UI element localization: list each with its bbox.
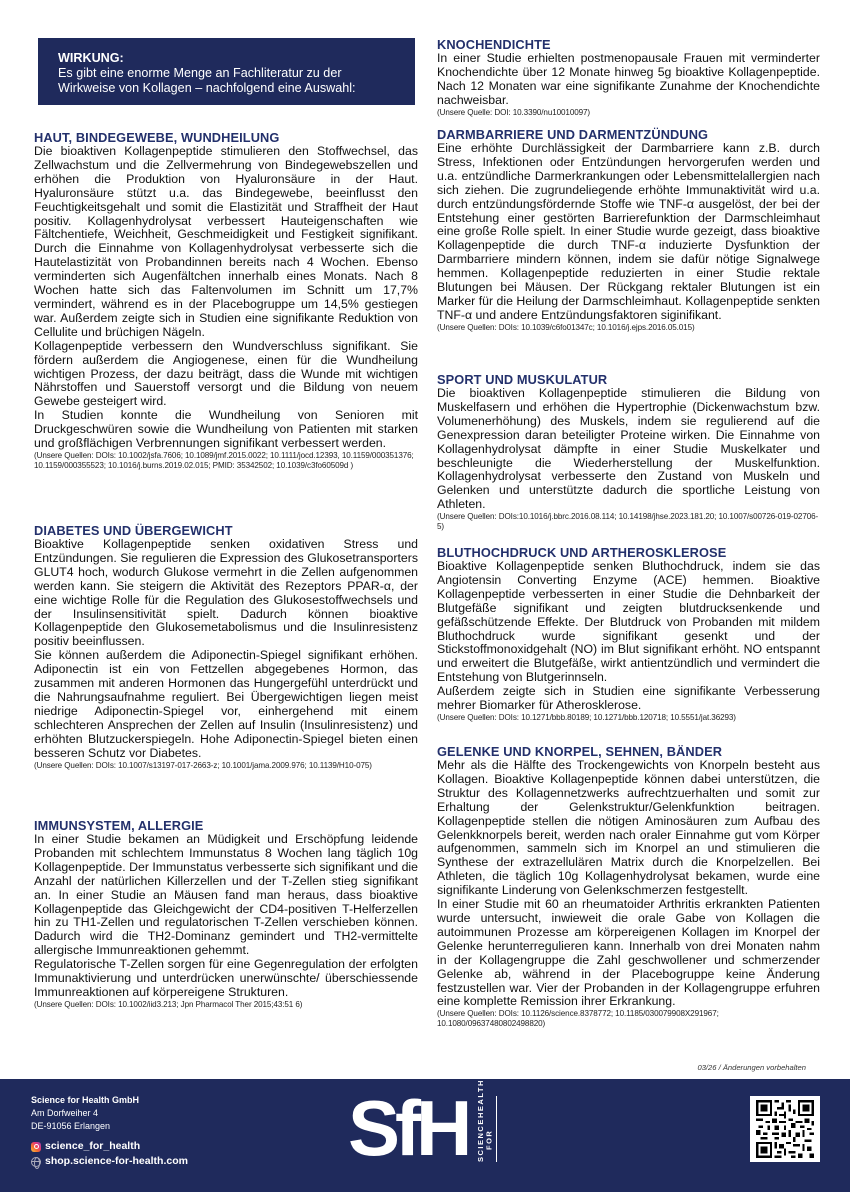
- section-sources: (Unsere Quellen: DOIs: 10.1126/science.8378772; 10.1185/030079908X291967; 10.1080/09637480802498820): [437, 1009, 719, 1028]
- paragraph: Mehr als die Hälfte des Trockengewichts von Knorpeln besteht aus Kollagen. Bioaktive Kollagenpeptide können dabei unterstützen, die Struktur des Kollagennetzwerks aufrechtzuerhalten und somit zur Erhaltung der Gelenkstruktur/Gelenkfunktion beitragen. Kollagenpeptide stellen die nötigen Aminosäuren zum Aufbau des Gelenkknorpels bereit, werden nach oraler Einnahme gut vom Körper aufgenommen, sammeln sich im Knorpel an und stimulieren die Synthese der extrazellulären Matrix durch die Knorpelzellen. Bei Athleten, die täglich 10g Kollagenhydrolysat bekamen, wurde eine signifikante Linderung von Gelenkschmerzen festgestellt.: [437, 758, 820, 898]
- section-diabetes: [34, 524, 418, 770]
- section-title: GELENKE UND KNORPEL, SEHNEN, BÄNDER: [437, 744, 723, 759]
- qr-code[interactable]: [750, 1096, 820, 1162]
- section-title: SPORT UND MUSKULATUR: [437, 372, 608, 387]
- section-sources: (Unsere Quelle: DOI: 10.3390/nu10010097): [437, 107, 591, 117]
- section-body: [437, 52, 820, 108]
- qr-code-icon: [754, 1100, 816, 1158]
- paragraph: In Studien konnte die Wundheilung von Senioren mit Druckgeschwüren sowie die Wundheilung von Patienten mit starken und großflächigen Verbrennungen signifikant verbessert werden.: [34, 408, 418, 451]
- section-body: [34, 833, 418, 1000]
- paragraph: Die bioaktiven Kollagenpeptide stimulieren die Bildung von Muskelfasern und erhöhen die Hypertrophie (Dickenwachstum bzw. Volumenerhöhung) des Muskels, indem sie regulierend auf die Genexpression daran beteiligter Proteine wirken. Die Einnahme von Kollagenhydrolysat dämpfte in einer Studie Muskelkater und beschleunigte die Wiederherstellung der Muskelfunktion. Kollagenhydrolysat verbesserte den Zustand von Muskeln und Gelenken und unterstützte dadurch die sportliche Leistung von Athleten.: [437, 386, 820, 512]
- website-url[interactable]: shop.science-for-health.com: [45, 1155, 188, 1167]
- version-note: 03/26 / Änderungen vorbehalten: [697, 1063, 806, 1072]
- section-title: HAUT, BINDEGEWEBE, WUNDHEILUNG: [34, 130, 280, 145]
- section-sources: (Unsere Quellen: DOIs: 10.1007/s13197-017-2663-z; 10.1001/jama.2009.976; 10.1139/H10-075): [34, 760, 372, 770]
- paragraph: Die bioaktiven Kollagenpeptide stimulieren den Stoffwechsel, das Zellwachstum und die Zellvermehrung von Bindegewebszellen und erhöhen die Produktion von Hyaluronsäure in der Haut. Hyaluronsäure stützt u.a. das Bindegewebe, beeinflusst den Feuchtigkeitsgehalt und somit die Elastizität und Straffheit der Haut positiv. Kollagenhydrolysat verbessert Hauteigenschaften wie Fältchentiefe, Weichheit, Geschmeidigkeit und Festigkeit signifikant. Durch die Einnahme von Kollagenhydrolysat verbesserte sich die Hautelastizität von Probandinnen bereits nach 4 Wochen. Ebenso verminderten sich Augenfältchen innerhalb eines Monats. Nach 8 Wochen hatte sich das Faltenvolumen im Schnitt um 17,7% vermindert, während es in der Placebogruppe um 14,5% gestiegen war. Außerdem zeigte sich in Studien eine signifikante Reduktion von Cellulite und brüchigen Nägeln.: [34, 144, 418, 339]
- paragraph: Bioaktive Kollagenpeptide senken oxidativen Stress und Entzündungen. Sie regulieren die Expression des Glukosetransporters GLUT4 hoch, wodurch Glukose vermehrt in die Zellen aufgenommen werden kann. Sie steigern die Aktivität des Rezeptors PPAR-α, der eine wichtige Rolle für die Regulation des Glukosestoffwechsels und der Insulinsensitivität spielt. Dadurch können bioaktive Kollagenpeptide den Glukosemetabolismus und die Insulinresistenz positiv beeinflussen.: [34, 537, 418, 649]
- section-title: IMMUNSYSTEM, ALLERGIE: [34, 818, 204, 833]
- section-body: [34, 538, 418, 761]
- section-title: BLUTHOCHDRUCK UND ARTHEROSKLEROSE: [437, 545, 727, 560]
- sfh-logo: [348, 1078, 497, 1172]
- logo-tagline: [476, 1078, 497, 1162]
- intro-text: Es gibt eine enorme Menge an Fachliteratur zu der Wirkweise von Kollagen – nachfolgend eine Auswahl:: [58, 66, 356, 95]
- website-link[interactable]: [31, 1154, 188, 1169]
- intro-box: [38, 38, 415, 105]
- company-street: Am Dorfweiher 4: [31, 1108, 99, 1118]
- footer: [0, 1079, 850, 1192]
- section-sources: (Unsere Quellen: DOIs: 10.1002/iid3.213; Jpn Pharmacol Ther 2015;43:51 6): [34, 999, 303, 1009]
- section-gelenke: [437, 745, 820, 1029]
- section-darm: [437, 128, 820, 332]
- logo-tagline-line1: SCIENCE FOR: [476, 1117, 494, 1162]
- company-name: Science for Health GmbH: [31, 1095, 140, 1105]
- logo-tagline-line2: HEALTH: [476, 1078, 486, 1118]
- section-sport: [437, 373, 820, 531]
- section-sources: (Unsere Quellen: DOIs: 10.1002/jsfa.7606; 10.1089/jmf.2015.0022; 10.1111/jocd.12393, 10.1159/000351376; 10.1159/000355523; 10.1016/j.burns.2019.02.015; PMID: 35342502; 10.1039/c3fo60509d ): [34, 450, 414, 470]
- instagram-handle[interactable]: science_for_health: [45, 1140, 141, 1152]
- section-body: [34, 145, 418, 451]
- section-immun: [34, 819, 418, 1009]
- section-title: DIABETES UND ÜBERGEWICHT: [34, 523, 233, 538]
- section-title: KNOCHENDICHTE: [437, 37, 551, 52]
- paragraph: In einer Studie mit 60 an rheumatoider Arthritis erkrankten Patienten wurde untersucht, inwieweit die orale Gabe von Kollagen die autoimmunen Prozesse am körpereigenen Kollagen im Knorpel der Gelenke herunterregulieren kann. Innerhalb von drei Monaten nahm in der Kollagengruppe die Zahl geschwollener und schmerzender Gelenke ab, während in der Placebogruppe keine Änderung festzustellen war. Vier der Probanden in der Kollagengruppe erfuhren eine komplette Remission ihrer Erkrankung.: [437, 897, 820, 1009]
- paragraph: Eine erhöhte Durchlässigkeit der Darmbarriere kann z.B. durch Stress, Infektionen oder Entzündungen hervorgerufen werden und u.a. entzündliche Darmerkrankungen oder Lebensmittelallergien nach sich ziehen. Die zugrundeliegende erhöhte Immunaktivität wird u.a. durch entzündungsfördernde Stoffe wie TNF-α ausgelöst, der bei der Entstehung einer gestörten Barrierefunktion der Darmschleimhaut eine große Rolle spielt. In einer Studie wurde gezeigt, dass bioaktive Kollagenpeptide die durch TNF-α induzierte Dysfunktion der Darmbarriere mindern können, indem sie dafür nötige Signalwege hemmen. Kollagenpeptide reduzierten in einer Studie rektale Blutungen bei Mäusen. Der Rückgang rektaler Blutungen ist ein Marker für die Heilung der Darmschleimhaut. Kollagenpeptide senkten TNF-α und andere Entzündungsfaktoren siginifikant.: [437, 141, 820, 322]
- paragraph: Regulatorische T-Zellen sorgen für eine Gegenregulation der erfolgten Immunaktivierung und unterdrücken unerwünschte/ überschiessende Immunreaktionen auf körpereigene Strukturen.: [34, 957, 418, 999]
- section-sources: (Unsere Quellen: DOIs:10.1016/j.bbrc.2016.08.114; 10.14198/jhse.2023.181.20; 10.1007/s00726-019-02706-5): [437, 512, 819, 531]
- globe-icon: [31, 1157, 41, 1167]
- section-body: [437, 142, 820, 323]
- paragraph: Sie können außerdem die Adiponectin-Spiegel signifikant erhöhen. Adiponectin ist ein von Fettzellen abgegebenes Hormon, das zusammen mit anderen Hormonen das Hungergefühl unterdrückt und die Nahrungsaufnahme reguliert. Bei Übergewichtigen liegen meist niedrige Adiponectin-Spiegel vor, einhergehend mit einem schlechteren Ansprechen der Zellen auf Insulin (Insulinresistenz) und erhöhten Blutzuckerspiegeln. Hohe Adiponectin-Spiegel bieten einen besseren Schutz vor Diabetes.: [34, 648, 418, 760]
- section-blut: [437, 546, 820, 723]
- paragraph: Bioaktive Kollagenpeptide senken Bluthochdruck, indem sie das Angiotensin Converting Enzyme (ACE) hemmen. Bioaktive Kollagenpeptide verbesserten in einer Studie die Dehnbarkeit der Blutgefäße signifikant und zeigten blutdrucksenkende und gefäßschützende Effekte. Der Blutdruck von Probanden mit mildem Bluthochdruck wurde signifikant gesenkt und der Stickstoffmonoxidgehalt (NO) im Blut signifikant erhöht. NO entspannt und erweitert die Blutgefäße, wirkt antientzündlich und vermindert die Entstehung von Blutgerinnseln.: [437, 559, 820, 685]
- section-haut: [34, 131, 418, 470]
- social-links: [31, 1139, 188, 1169]
- paragraph: In einer Studie erhielten postmenopausale Frauen mit verminderter Knochendichte über 12 Monate hinweg 5g bioaktive Kollagenpeptide. Nach 12 Monaten war eine signifikante Zunahme der Knochendichte nachweisbar.: [437, 51, 820, 107]
- section-body: [437, 560, 820, 713]
- instagram-link[interactable]: [31, 1139, 188, 1154]
- section-sources: (Unsere Quellen: DOIs: 10.1271/bbb.80189; 10.1271/bbb.120718; 10.5551/jat.36293): [437, 712, 736, 722]
- paragraph: In einer Studie bekamen an Müdigkeit und Erschöpfung leidende Probanden mit schlechtem Immunstatus 8 Wochen lang täglich 10g Kollagenpeptide. Der Immunstatus verbesserte sich signifikant und die Anzahl der natürlichen Killerzellen und der T-Zellen stieg signifikant an. In einer Studie an Mäusen fand man heraus, dass bioaktive Kollagenpeptide das Gleichgewicht der CD4-positiven T-Helferzellen hin zu TH1-Zellen und regulatorischen T-Zellen verschieben können. Dadurch wird die TH2-Dominanz gemindert und TH2-vermittelte allergische Immunreaktionen gehemmt.: [34, 832, 418, 958]
- paragraph: Außerdem zeigte sich in Studien eine signifikante Verbesserung mehrer Biomarker für Atherosklerose.: [437, 684, 820, 713]
- intro-title: WIRKUNG:: [58, 51, 124, 65]
- paragraph: Kollagenpeptide verbessern den Wundverschluss signifikant. Sie fördern außerdem die Angiogenese, einen für die Wundheilung wichtigen Prozess, der dazu beiträgt, dass die Wunde mit wichtigen Nährstoffen und Sauerstoff versorgt und die Bildung von neuem Gewebe gesteigert wird.: [34, 338, 418, 409]
- section-knochen: [437, 38, 820, 117]
- section-sources: (Unsere Quellen: DOIs: 10.1039/c6fo01347c; 10.1016/j.ejps.2016.05.015): [437, 322, 695, 332]
- instagram-icon: [31, 1142, 41, 1152]
- section-title: DARMBARRIERE UND DARMENTZÜNDUNG: [437, 127, 709, 142]
- company-address: [31, 1094, 139, 1133]
- section-body: [437, 759, 820, 1009]
- section-body: [437, 387, 820, 512]
- company-city: DE-91056 Erlangen: [31, 1121, 111, 1131]
- logo-mark: SfH: [348, 1084, 468, 1172]
